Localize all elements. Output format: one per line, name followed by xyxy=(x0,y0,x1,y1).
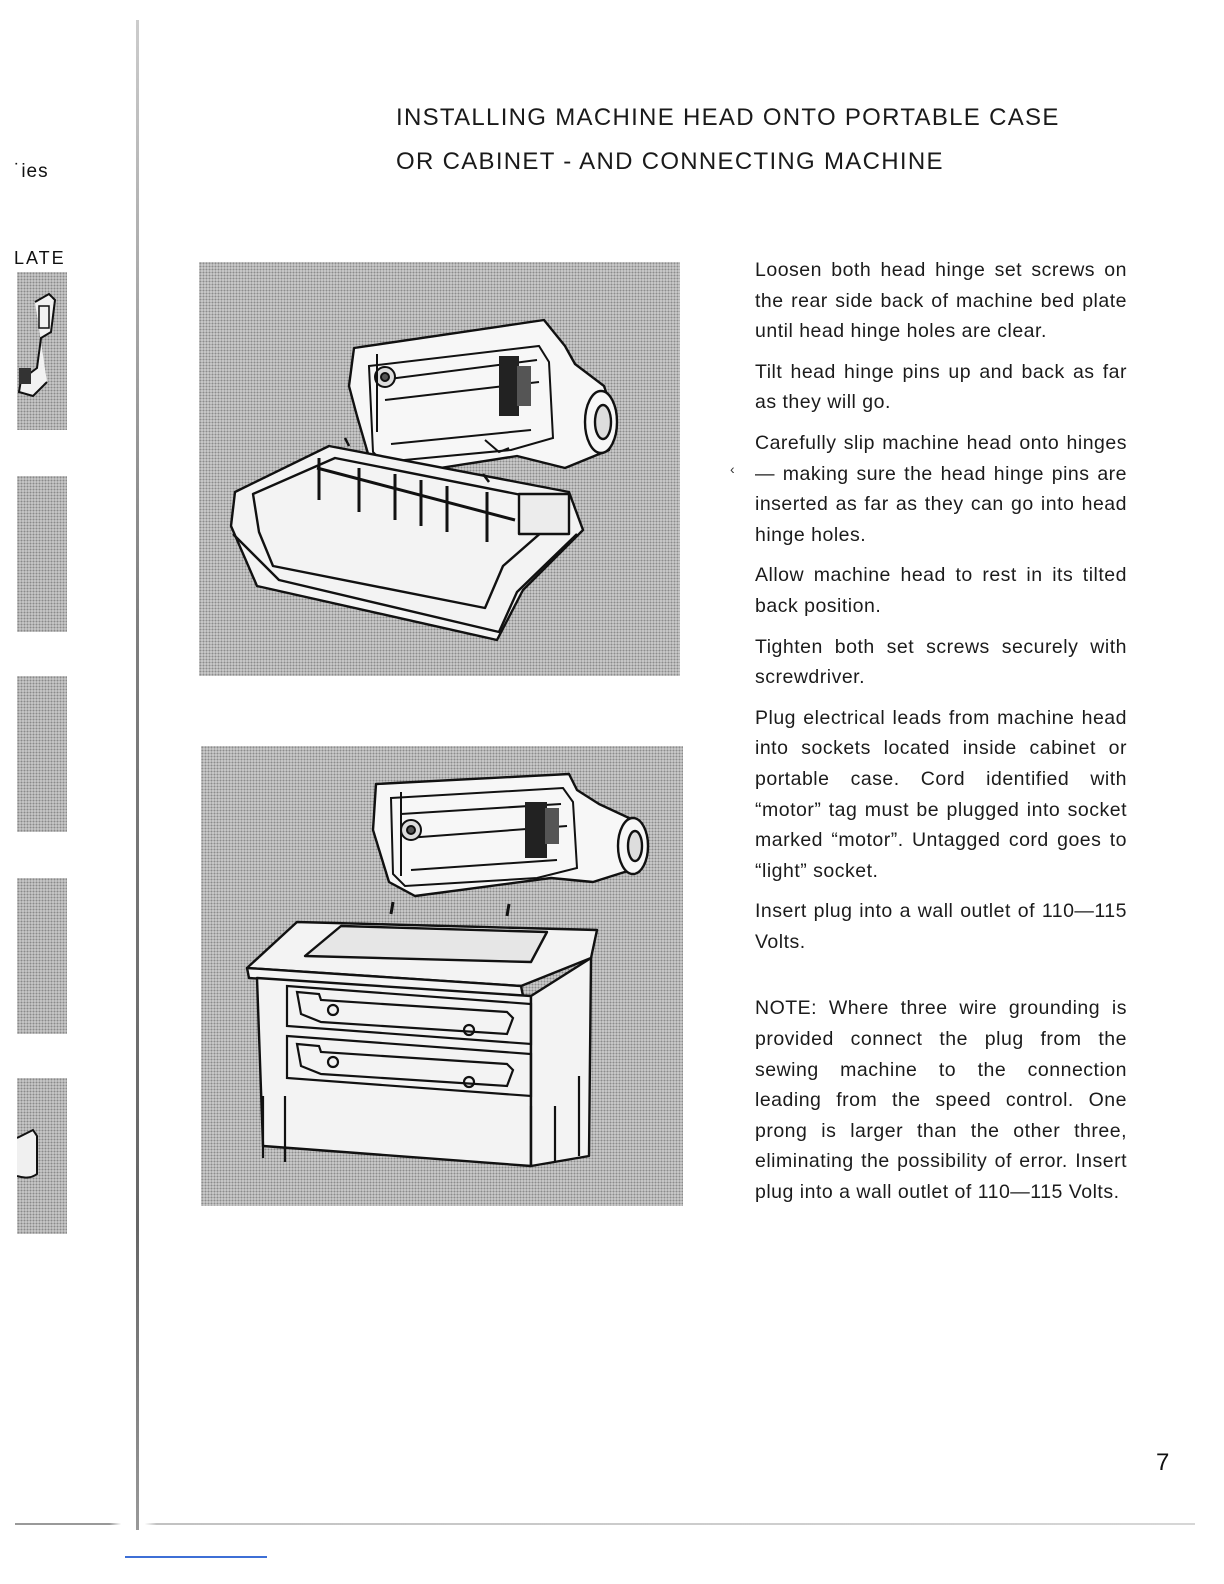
instruction-step: Carefully slip machine head onto hinges — making sure the head hinge pins are inserted as far as they can go into head hinge holes. xyxy=(755,431,1127,546)
scan-artifact-link xyxy=(125,1556,267,1558)
binding-gutter-line xyxy=(136,20,139,1530)
margin-tick-mark: ‹ xyxy=(730,461,735,477)
machine-head-over-cabinet-illustration xyxy=(201,746,683,1206)
instruction-step: Insert plug into a wall outlet of 110—115 Volts. xyxy=(755,900,1127,953)
figure-portable-case xyxy=(199,262,680,676)
bobbin-case-thumbnail xyxy=(17,1078,67,1234)
instruction-step: Loosen both head hinge set screws on the rear side back of machine bed plate until head hinge holes are clear. xyxy=(755,259,1127,343)
instruction-step: Tilt head hinge pins up and back as far as they will go. xyxy=(755,360,1127,414)
page-number: 7 xyxy=(1156,1449,1170,1476)
instruction-step: Allow machine head to rest in its tilted back position. xyxy=(755,564,1127,617)
instruction-step: Tighten both set screws securely with screwdriver. xyxy=(755,635,1127,689)
margin-thumbnail-3 xyxy=(17,676,67,832)
machine-head-over-portable-case-illustration xyxy=(199,262,680,676)
title-line-1: INSTALLING MACHINE HEAD ONTO PORTABLE CASE xyxy=(396,104,1060,131)
presser-foot-thumbnail xyxy=(17,272,67,430)
page-bottom-edge xyxy=(15,1523,1195,1525)
instruction-step: Plug electrical leads from machine head into sockets located inside cabinet or portable case. Cord identified with “motor” tag must be plugged into socket marked “motor”. Untagged cord goes to “light” socket. xyxy=(755,706,1127,882)
previous-page-fragment-lower: LATE xyxy=(14,248,66,268)
grounding-note: NOTE: Where three wire grounding is provided connect the plug from the sewing machine to the connection leading from the speed control. One prong is larger than the other three, eliminating the possibility of error. Insert plug into a wall outlet of 110—115 Volts. xyxy=(755,997,1127,1204)
bobbin-icon xyxy=(17,1078,67,1234)
presser-foot-icon xyxy=(17,272,67,430)
previous-page-fragment-upper: ˙ies xyxy=(14,161,49,182)
title-line-2: OR CABINET - AND CONNECTING MACHINE xyxy=(396,148,944,175)
margin-thumbnail-4 xyxy=(17,878,67,1034)
margin-thumbnail-2 xyxy=(17,476,67,632)
page-title xyxy=(396,96,1060,184)
instructions-column xyxy=(755,255,1127,1218)
figure-cabinet xyxy=(201,746,683,1206)
